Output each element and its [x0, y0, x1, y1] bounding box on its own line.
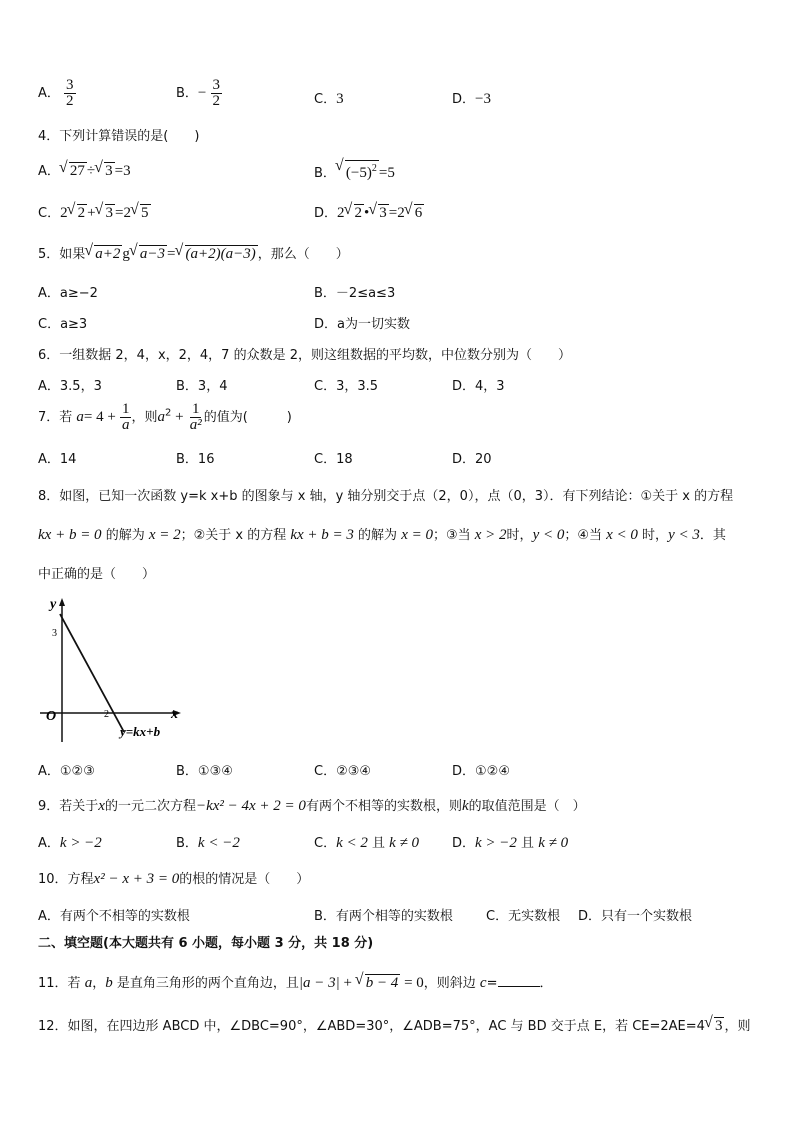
operator: =	[167, 246, 176, 262]
math: |a − 3|	[298, 975, 340, 991]
answer-blank[interactable]	[498, 974, 540, 987]
text: 时，	[506, 528, 533, 543]
text: 的一元二次方程	[104, 799, 196, 814]
q7-option-d: D．20	[452, 452, 492, 467]
sqrt: √ (a+2)(a−3)	[185, 245, 258, 262]
math: k < 2	[336, 835, 368, 851]
q9-option-d	[452, 832, 568, 852]
math: x = 2	[148, 527, 181, 543]
q5-option-b: B．－2≤a≤3	[314, 286, 396, 301]
text: 时，	[637, 528, 669, 543]
q7-option-c: C．18	[314, 452, 353, 467]
sqrt: √ 5	[140, 204, 151, 221]
numerator: 3	[66, 77, 74, 93]
text: ，则斜边	[423, 976, 480, 991]
exponent: 2	[371, 163, 377, 174]
x-axis-label: x	[171, 707, 178, 722]
coefficient: 2	[337, 205, 345, 221]
text: ．	[539, 976, 553, 991]
q9-stem	[38, 795, 586, 815]
q7-stem	[38, 402, 292, 433]
option-label: D．	[314, 206, 338, 221]
math: k > −2	[475, 835, 517, 851]
text: 10．方程	[38, 872, 94, 887]
numerator: 3	[212, 77, 221, 93]
section-heading: 二、填空题(本大题共有 6 小题，每小题 3 分，共 18 分)	[38, 936, 374, 951]
text: 12．如图，在四边形 ABCD 中，∠DBC=90°，∠ABD=30°，∠ADB=75°，AC 与 BD 交于点 E，若 CE=2AE=4	[38, 1019, 705, 1034]
math: x = 0	[401, 527, 433, 543]
line-equation-label: y=kx+b	[120, 724, 161, 739]
fraction	[188, 402, 204, 433]
equation: −kx² − 4x + 2 = 0	[195, 798, 306, 814]
text: ，那么（ ）	[257, 247, 349, 262]
text: 的取值范围是（ ）	[468, 799, 586, 814]
text: 9．若关于	[38, 799, 99, 814]
q6-stem: 6．一组数据 2，4，x，2，4，7 的众数是 2，则这组数据的平均数，中位数分别为（ ）	[38, 348, 571, 363]
text: =	[486, 976, 498, 991]
q6-option-d: D．4，3	[452, 379, 505, 394]
operator: •	[364, 205, 370, 221]
text: 是直角三角形的两个直角边，且	[112, 976, 299, 991]
text: 且	[516, 836, 539, 851]
q8-option-c: C．②③④	[314, 764, 372, 779]
text: 11．若	[38, 976, 85, 991]
fraction	[120, 402, 132, 433]
option-value: −3	[475, 91, 491, 107]
q6-option-a: A．3.5，3	[38, 379, 102, 394]
option-label: D．	[452, 836, 476, 851]
variable: b	[105, 975, 113, 991]
option-label: C．	[314, 92, 337, 107]
q5-option-c: C．a≥3	[38, 317, 88, 332]
q10-option-c: C．无实数根	[486, 909, 561, 924]
text: 有两个不相等的实数根，则	[305, 799, 462, 814]
q5-option-d: D．a为一切实数	[314, 317, 410, 332]
variable: x	[98, 798, 105, 814]
math: k > −2	[59, 835, 102, 851]
math: kx + b = 0	[38, 527, 102, 543]
math: y < 0	[532, 527, 565, 543]
q9-option-a	[38, 832, 102, 852]
y-tick-label: 3	[52, 628, 57, 639]
denominator: 2	[212, 93, 221, 109]
operator: +	[339, 975, 356, 991]
option-value: 3	[336, 91, 344, 107]
text: 的解为	[353, 528, 402, 543]
option-label: D．	[452, 92, 476, 107]
linear-function-graph	[38, 592, 188, 744]
result: =2	[388, 205, 405, 221]
q8-line-1: 8．如图，已知一次函数 y=k x+b 的图象与 x 轴，y 轴分别交于点（2，0），点（0，3）．有下列结论：①关于 x 的方程	[38, 489, 734, 504]
q10-option-b: B．有两个相等的实数根	[314, 909, 453, 924]
text: 的解为	[101, 528, 149, 543]
result: =3	[114, 163, 131, 179]
text: ；②关于 x 的方程	[180, 528, 291, 543]
variable: c	[479, 975, 487, 991]
sqrt	[345, 160, 379, 181]
sqrt: √ 3	[378, 204, 389, 221]
option-label: A．	[38, 164, 60, 179]
sqrt: √ 3	[714, 1017, 725, 1034]
sqrt: √ 2	[354, 204, 365, 221]
text: ，则	[724, 1019, 751, 1034]
sign: −	[197, 85, 207, 101]
math: x > 2	[474, 527, 507, 543]
denominator: a	[121, 417, 130, 433]
option-label: A．	[38, 86, 60, 101]
sqrt: √ a+2	[94, 245, 122, 262]
variable: a	[157, 409, 165, 425]
q3-option-b	[176, 78, 222, 109]
q5-stem	[38, 243, 349, 263]
q10-option-d: D．只有一个实数根	[578, 909, 693, 924]
q9-option-c	[314, 832, 419, 852]
q7-option-a: A．14	[38, 452, 77, 467]
variable: a	[76, 409, 84, 425]
q6-option-c: C．3，3.5	[314, 379, 379, 394]
operator: = 4 +	[83, 409, 116, 425]
variable: k	[461, 798, 469, 814]
text: 7．若	[38, 410, 73, 425]
operator: +	[171, 409, 184, 425]
option-label: A．	[38, 836, 60, 851]
sqrt: √ b − 4	[365, 974, 401, 991]
result: =5	[378, 165, 395, 181]
option-label: C．	[38, 206, 61, 221]
q9-option-b	[176, 832, 240, 852]
q10-option-a: A．有两个不相等的实数根	[38, 909, 190, 924]
text: 且	[367, 836, 390, 851]
x-tick-label: 2	[104, 709, 109, 720]
q10-stem	[38, 868, 309, 888]
q4-option-b	[314, 160, 395, 182]
sqrt: √ 2	[77, 204, 88, 221]
q11-stem	[38, 972, 553, 992]
q4-option-d	[314, 202, 424, 222]
math: k < −2	[197, 835, 240, 851]
q4-option-c	[38, 202, 151, 222]
q3-option-a	[38, 78, 76, 109]
exponent: 2	[165, 407, 172, 419]
q7-option-b: B．16	[176, 452, 215, 467]
q4-stem: 4．下列计算错误的是( )	[38, 129, 200, 144]
q12-stem	[38, 1015, 750, 1034]
math: k ≠ 0	[389, 835, 420, 851]
denominator: 2	[66, 93, 74, 109]
sqrt: √ a−3	[139, 245, 167, 262]
math: = 0	[400, 975, 424, 991]
variable: a	[84, 975, 93, 991]
sqrt: √ 27	[69, 162, 87, 179]
text: ；④当	[564, 528, 607, 543]
math: y < 3	[668, 527, 700, 543]
option-label: C．	[314, 836, 337, 851]
q4-option-a	[38, 160, 131, 180]
coefficient: 2	[60, 205, 68, 221]
equation: x² − x + 3 = 0	[93, 871, 180, 887]
math: x < 0	[606, 527, 638, 543]
text: ．其	[699, 528, 726, 543]
option-label: B．	[176, 836, 198, 851]
sqrt: √ 6	[414, 204, 425, 221]
math: kx + b = 3	[290, 527, 354, 543]
text: ；③当	[432, 528, 475, 543]
option-label: B．	[176, 86, 198, 101]
q6-option-b: B．3，4	[176, 379, 228, 394]
sqrt: √ 3	[104, 162, 115, 179]
fraction	[211, 78, 223, 109]
q5-option-a: A．a≥−2	[38, 286, 98, 301]
origin-label: O	[46, 709, 57, 724]
operator: ÷	[86, 163, 96, 179]
numerator: 1	[191, 401, 200, 417]
sqrt: √ 3	[105, 204, 116, 221]
function-line	[60, 614, 124, 732]
text: ，则	[131, 410, 158, 425]
text: 的根的情况是（ ）	[179, 872, 310, 887]
q8-option-b: B．①③④	[176, 764, 233, 779]
result: =2	[115, 205, 132, 221]
q3-option-d	[452, 88, 491, 108]
text: 5．如果	[38, 247, 86, 262]
text: g	[122, 246, 130, 262]
radicand: (−5)	[345, 165, 372, 181]
q8-line-3: 中正确的是（ ）	[38, 567, 156, 582]
q8-option-d: D．①②④	[452, 764, 510, 779]
text: ，	[92, 976, 106, 991]
y-axis-label: y	[50, 597, 57, 612]
option-label: B．	[314, 166, 336, 181]
numerator: 1	[121, 401, 130, 417]
q8-option-a: A．①②③	[38, 764, 95, 779]
y-axis-arrow	[59, 598, 65, 606]
text: 的值为( )	[203, 410, 292, 425]
math: k ≠ 0	[538, 835, 569, 851]
denominator: a²	[189, 417, 202, 433]
operator: +	[87, 205, 96, 221]
q8-line-2	[38, 524, 726, 544]
fraction	[64, 78, 76, 109]
q3-option-c	[314, 88, 344, 108]
